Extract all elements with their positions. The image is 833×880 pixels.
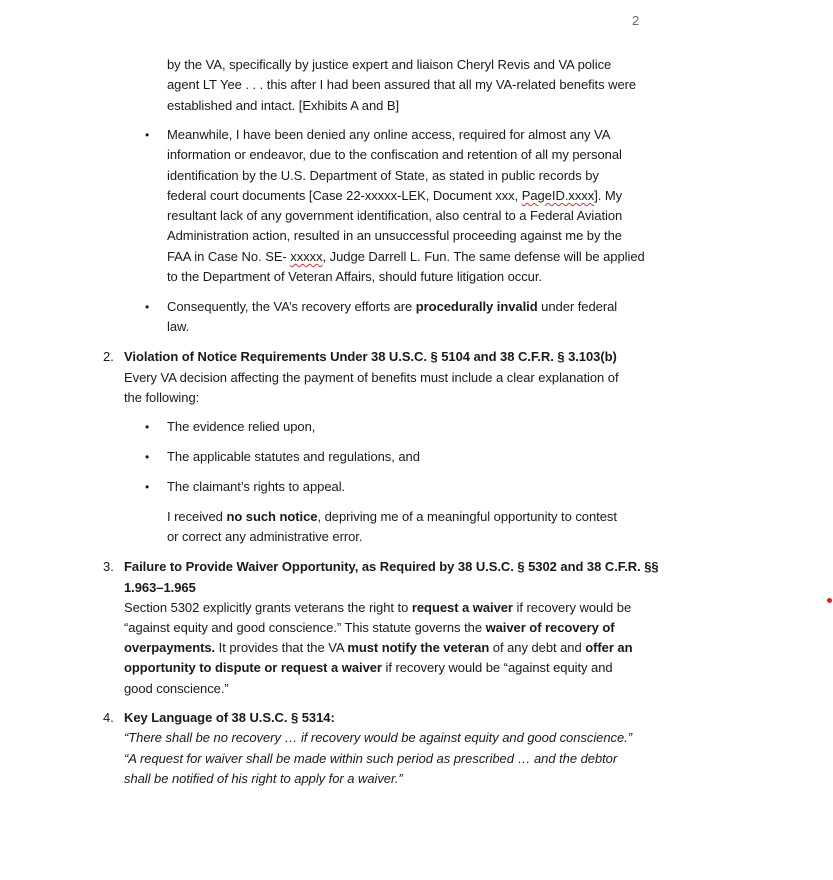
emphasis-text: must notify the veteran [347,640,490,655]
emphasis-text: no such notice [226,509,318,524]
text-line: or correct any administrative error. [167,529,363,544]
emphasis-text: offer an [585,640,633,655]
text-line: by the VA, specifically by justice expert and liaison Cheryl Revis and VA police [167,57,612,72]
list-item: The applicable statutes and regulations, and [167,449,420,464]
emphasis-text: opportunity to dispute or request a waiver [124,660,382,675]
text-run: FAA in Case No. SE- [167,249,291,264]
section-heading: Violation of Notice Requirements Under 38 U.S.C. § 5104 and 38 C.F.R. § 3.103(b) [124,349,617,364]
list-number: 3. [103,559,114,574]
bullet-icon: • [145,300,150,314]
text-run: “against equity and good conscience.” This statute governs the [124,620,486,635]
text-line: agent LT Yee . . . this after I had been assured that all my VA-related benefits were [167,77,637,92]
text-run: ]. My [594,188,623,203]
text-line: good conscience.” [124,681,229,696]
text-line [124,618,615,638]
text-line: established and intact. [Exhibits A and B] [167,98,400,113]
text-line [124,658,613,678]
text-run: It provides that the VA [215,640,348,655]
text-run: , depriving me of a meaningful opportunity to contest [317,509,617,524]
text-run: Section 5302 explicitly grants veterans the right to [124,600,412,615]
text-run: if recovery would be [512,600,632,615]
text-run: of any debt and [489,640,586,655]
list-number: 2. [103,349,114,364]
text-line: law. [167,319,190,334]
bullet-icon: • [145,420,150,434]
emphasis-text: procedurally invalid [415,299,538,314]
bullet-icon: • [145,480,150,494]
text-line: to the Department of Veteran Affairs, should future litigation occur. [167,269,542,284]
list-number: 4. [103,710,114,725]
emphasis-text: waiver of recovery of [485,620,615,635]
section-heading: Key Language of 38 U.S.C. § 5314: [124,710,335,725]
text-line: Administration action, resulted in an unsuccessful proceeding against me by the [167,228,622,243]
emphasis-text: request a waiver [411,600,513,615]
spellcheck-flagged-word[interactable]: xxxxx [290,249,323,264]
page-number: 2 [632,13,640,28]
bullet-icon: • [145,128,150,142]
section-heading: 1.963–1.965 [124,580,196,595]
text-line [167,297,617,317]
text-line [124,598,631,618]
text-line [124,638,633,658]
list-item: The claimant’s rights to appeal. [167,479,346,494]
text-run: federal court documents [Case 22-xxxxx-LEK, Document xxx, [167,188,522,203]
text-run: I received [167,509,227,524]
text-line: Meanwhile, I have been denied any online access, required for almost any VA [167,127,611,142]
text-line [167,507,617,527]
text-line [167,186,622,206]
list-item: The evidence relied upon, [167,419,316,434]
statute-quote: “A request for waiver shall be made within such period as prescribed … and the debtor [124,751,618,766]
statute-quote: “There shall be no recovery … if recovery would be against equity and good conscience.” [124,730,632,745]
bullet-icon: • [145,450,150,464]
section-heading: Failure to Provide Waiver Opportunity, as Required by 38 U.S.C. § 5302 and 38 C.F.R. §§ [124,559,659,574]
text-run: Consequently, the VA’s recovery efforts are [167,299,416,314]
text-line: identification by the U.S. Department of State, as stated in public records by [167,168,599,183]
text-line: Every VA decision affecting the payment of benefits must include a clear explanation of [124,370,619,385]
margin-marker-dot [827,598,832,603]
text-run: if recovery would be “against equity and [381,660,613,675]
text-line: resultant lack of any government identification, also central to a Federal Aviation [167,208,623,223]
spellcheck-flagged-word[interactable]: PageID.xxxx [521,188,595,203]
text-run: under federal [537,299,618,314]
text-line: information or endeavor, due to the confiscation and retention of all my personal [167,147,622,162]
text-run: , Judge Darrell L. Fun. The same defense will be applied [322,249,645,264]
statute-quote: shall be notified of his right to apply for a waiver.” [124,771,403,786]
emphasis-text: overpayments. [124,640,216,655]
text-line: the following: [124,390,200,405]
text-line [167,247,645,267]
